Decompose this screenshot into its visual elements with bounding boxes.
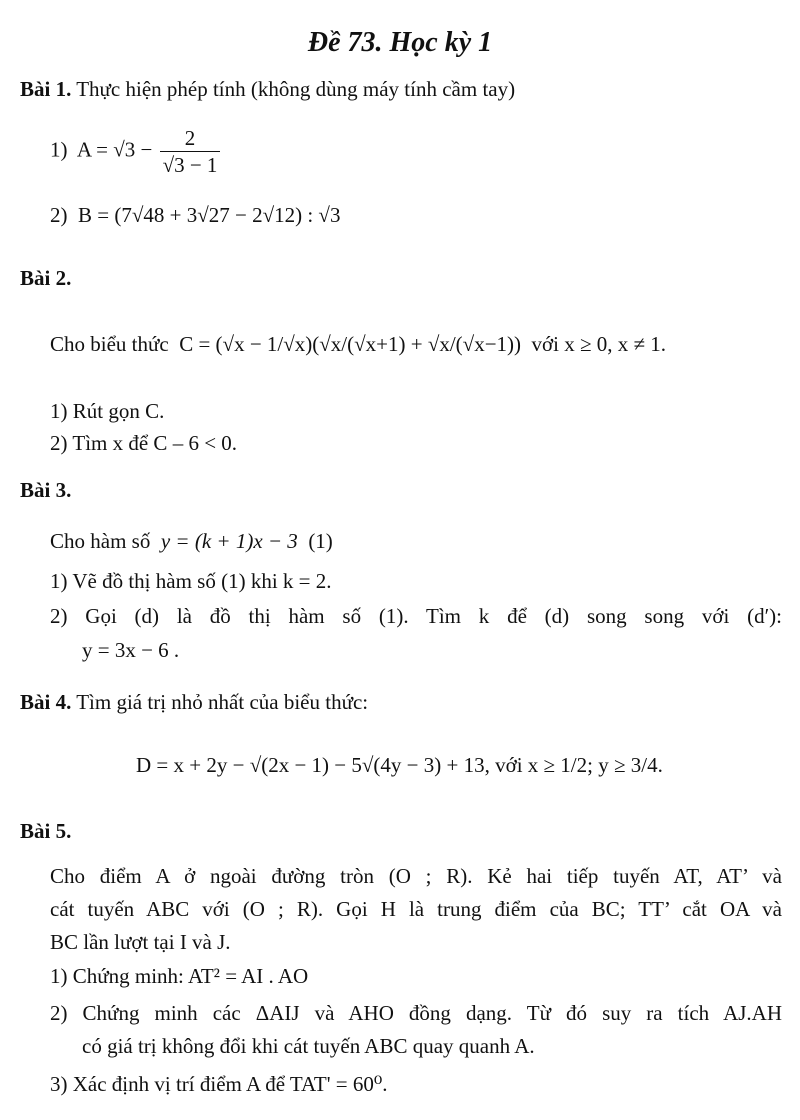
bai2-cond: với x ≥ 0, x ≠ 1. xyxy=(531,332,667,356)
bai3-intro: Cho hàm số xyxy=(50,529,151,553)
bai1-q2 xyxy=(50,203,340,228)
bai2-expr: C = (√x − 1/√x)(√x/(√x+1) + √x/(√x−1)) xyxy=(179,332,522,356)
bai3-statement xyxy=(50,529,333,554)
bai2-label: Bài 2. xyxy=(20,266,72,290)
bai5-q3: 3) Xác định vị trí điểm A để TAT' = 60⁰. xyxy=(50,1072,388,1096)
bai3-expr: y = (k + 1)x − 3 xyxy=(160,529,298,553)
bai4-text: Tìm giá trị nhỏ nhất của biểu thức: xyxy=(76,690,369,714)
bai5-p3: BC lần lượt tại I và J. xyxy=(50,930,231,954)
bai1-q1 xyxy=(50,125,222,179)
bai3-q2-line1: 2) Gọi (d) là đồ thị hàm số (1). Tìm k để (d) song song với (d′): xyxy=(50,604,782,628)
bai3-tag: (1) xyxy=(308,529,333,553)
bai2-q1: 1) Rút gọn C. xyxy=(50,399,165,423)
bai4-expr: D = x + 2y − √(2x − 1) − 5√(4y − 3) + 13 xyxy=(136,753,485,777)
bai5-p1: Cho điểm A ở ngoài đường tròn (O ; R). Kẻ hai tiếp tuyến AT, AT’ và xyxy=(50,864,782,888)
bai4-heading xyxy=(20,690,368,715)
bai2-q2: 2) Tìm x để C – 6 < 0. xyxy=(50,431,238,455)
bai5-p2: cát tuyến ABC với (O ; R). Gọi H là trung điểm của BC; TT’ cắt OA và xyxy=(50,897,782,921)
bai1-q2-num: 2) xyxy=(50,203,68,227)
bai5-q2-line1: 2) Chứng minh các ΔAIJ và AHO đồng dạng. Từ đó suy ra tích AJ.AH xyxy=(50,1001,782,1025)
bai4-label: Bài 4. xyxy=(20,690,72,714)
bai1-label: Bài 1. xyxy=(20,77,72,101)
bai3-q1: 1) Vẽ đồ thị hàm số (1) khi k = 2. xyxy=(50,569,332,593)
bai1-text: Thực hiện phép tính (không dùng máy tính cầm tay) xyxy=(76,77,516,101)
bai5-q2-line2: có giá trị không đổi khi cát tuyến ABC quay quanh A. xyxy=(82,1034,535,1058)
bai4-cond: , với x ≥ 1/2; y ≥ 3/4. xyxy=(484,753,663,777)
bai1-heading xyxy=(20,77,515,102)
bai1-q1-fraction xyxy=(160,125,221,179)
bai4-formula xyxy=(136,753,663,778)
bai1-q1-prefix: A = √3 − xyxy=(76,137,153,162)
bai2-intro: Cho biểu thức xyxy=(50,332,169,356)
bai3-q2-line2: y = 3x − 6 . xyxy=(82,638,180,662)
bai2-statement xyxy=(50,332,666,357)
page-title: Đề 73. Học kỳ 1 xyxy=(307,27,493,58)
bai5-label: Bài 5. xyxy=(20,819,72,843)
bai5-q1: 1) Chứng minh: AT² = AI . AO xyxy=(50,964,309,988)
bai3-label: Bài 3. xyxy=(20,478,72,502)
bai1-q1-num: 1) xyxy=(50,137,68,162)
bai1-q2-expr: B = (7√48 + 3√27 − 2√12) : √3 xyxy=(78,203,341,227)
bai1-q1-numer: 2 xyxy=(184,126,196,150)
bai1-q1-denom: √3 − 1 xyxy=(160,151,221,178)
